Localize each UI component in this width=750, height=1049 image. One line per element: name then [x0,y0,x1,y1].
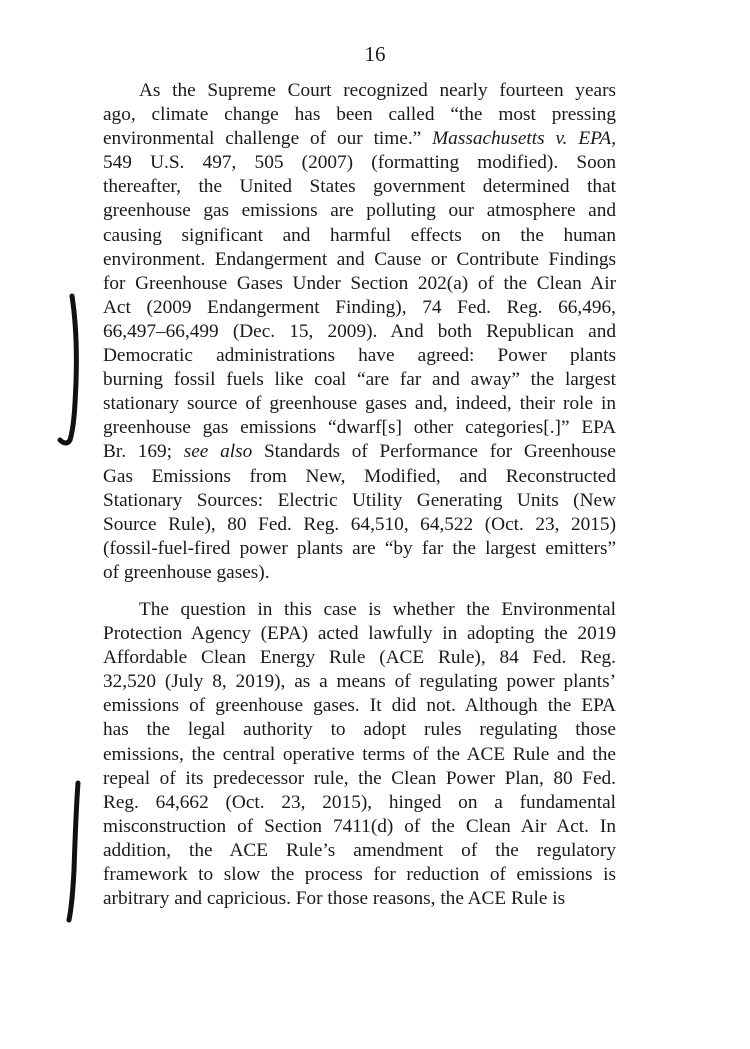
text-line [103,127,616,151]
text-segment: Br. 169; [103,441,184,463]
text-segment: emissions of greenhouse gases. It did not. Although the EPA [103,695,616,717]
text-line [103,513,616,537]
text-segment: misconstruction of Section 7411(d) of the Clean Air Act. In [103,815,616,837]
text-segment: arbitrary and capricious. For those reasons, the ACE Rule is [103,888,566,910]
text-line [103,416,616,440]
text-segment: greenhouse gas emissions “dwarf[s] other categories[.]” EPA [103,417,616,439]
text-segment: for Greenhouse Gases Under Section 202(a) of the Clean Air [103,272,616,294]
text-line [103,561,616,585]
text-line [103,392,616,416]
text-segment: Gas Emissions from New, Modified, and Reconstructed [103,465,616,487]
text-segment: framework to slow the process for reduction of emissions is [103,864,616,886]
text-segment: 32,520 (July 8, 2019), as a means of regulating power plants’ [103,671,616,693]
text-line [103,646,616,670]
text-segment: of greenhouse gases). [103,561,270,583]
text-segment: Affordable Clean Energy Rule (ACE Rule), 84 Fed. Reg. [103,647,616,669]
text-line [103,489,616,513]
text-line [103,598,616,622]
italic-citation: see also [183,441,253,463]
text-line [103,199,616,223]
paragraph-2 [103,598,616,911]
text-segment: environment. Endangerment and Cause or Contribute Findings [103,248,616,270]
bracket-mark-lower [60,780,90,925]
text-line [103,694,616,718]
text-line [103,320,616,344]
text-line [103,296,616,320]
text-segment: has the legal authority to adopt rules regulating those [103,719,616,741]
text-segment: Stationary Sources: Electric Utility Generating Units (New [103,489,616,511]
text-line [103,863,616,887]
text-line [103,465,616,489]
text-segment: As the Supreme Court recognized nearly fourteen years [139,80,616,101]
text-line [103,622,616,646]
text-line [103,815,616,839]
text-line [103,151,616,175]
text-segment: emissions, the central operative terms of the ACE Rule and the [103,743,616,765]
bracket-mark-upper [52,292,92,452]
text-segment: , [611,128,617,150]
italic-citation: Massachusetts v. EPA [432,128,612,150]
text-line [103,175,616,199]
text-line [103,368,616,392]
text-line [103,79,616,103]
text-line [103,248,616,272]
text-segment: environmental challenge of our time.” [103,128,433,150]
text-line [103,103,616,127]
text-line [103,344,616,368]
text-segment: (fossil-fuel-fired power plants are “by far the largest emitters” [103,537,616,559]
text-segment: greenhouse gas emissions are polluting our atmosphere and [103,200,616,222]
text-line [103,670,616,694]
text-line [103,272,616,296]
text-line [103,791,616,815]
text-line [103,440,616,464]
text-segment: Standards of Performance for Greenhouse [252,441,616,463]
text-segment: burning fossil fuels like coal “are far and away” the largest [103,369,616,391]
text-segment: Democratic administrations have agreed: Power plants [103,345,616,367]
text-line [103,743,616,767]
paragraph-1 [103,79,616,585]
text-segment: Act (2009 Endangerment Finding), 74 Fed. Reg. 66,496, [103,296,616,318]
page-number: 16 [364,42,386,66]
text-line [103,718,616,742]
text-segment: thereafter, the United States government determined that [103,176,616,198]
text-segment: repeal of its predecessor rule, the Clean Power Plan, 80 Fed. [103,767,616,789]
text-segment: stationary source of greenhouse gases and, indeed, their role in [103,393,616,415]
text-segment: ago, climate change has been called “the most pressing [103,104,616,126]
text-segment: addition, the ACE Rule’s amendment of the regulatory [103,839,616,861]
text-line [103,887,616,911]
text-line [103,839,616,863]
text-segment: Source Rule), 80 Fed. Reg. 64,510, 64,522 (Oct. 23, 2015) [103,513,616,535]
text-line [103,537,616,561]
text-line [103,767,616,791]
text-segment: 66,497–66,499 (Dec. 15, 2009). And both Republican and [103,320,616,342]
text-segment: Protection Agency (EPA) acted lawfully in adopting the 2019 [103,623,616,645]
text-segment: Reg. 64,662 (Oct. 23, 2015), hinged on a fundamental [103,791,616,813]
text-segment: The question in this case is whether the Environmental [139,599,616,620]
text-segment: 549 U.S. 497, 505 (2007) (formatting modified). Soon [103,152,616,174]
text-line [103,224,616,248]
text-segment: causing significant and harmful effects on the human [103,224,616,246]
